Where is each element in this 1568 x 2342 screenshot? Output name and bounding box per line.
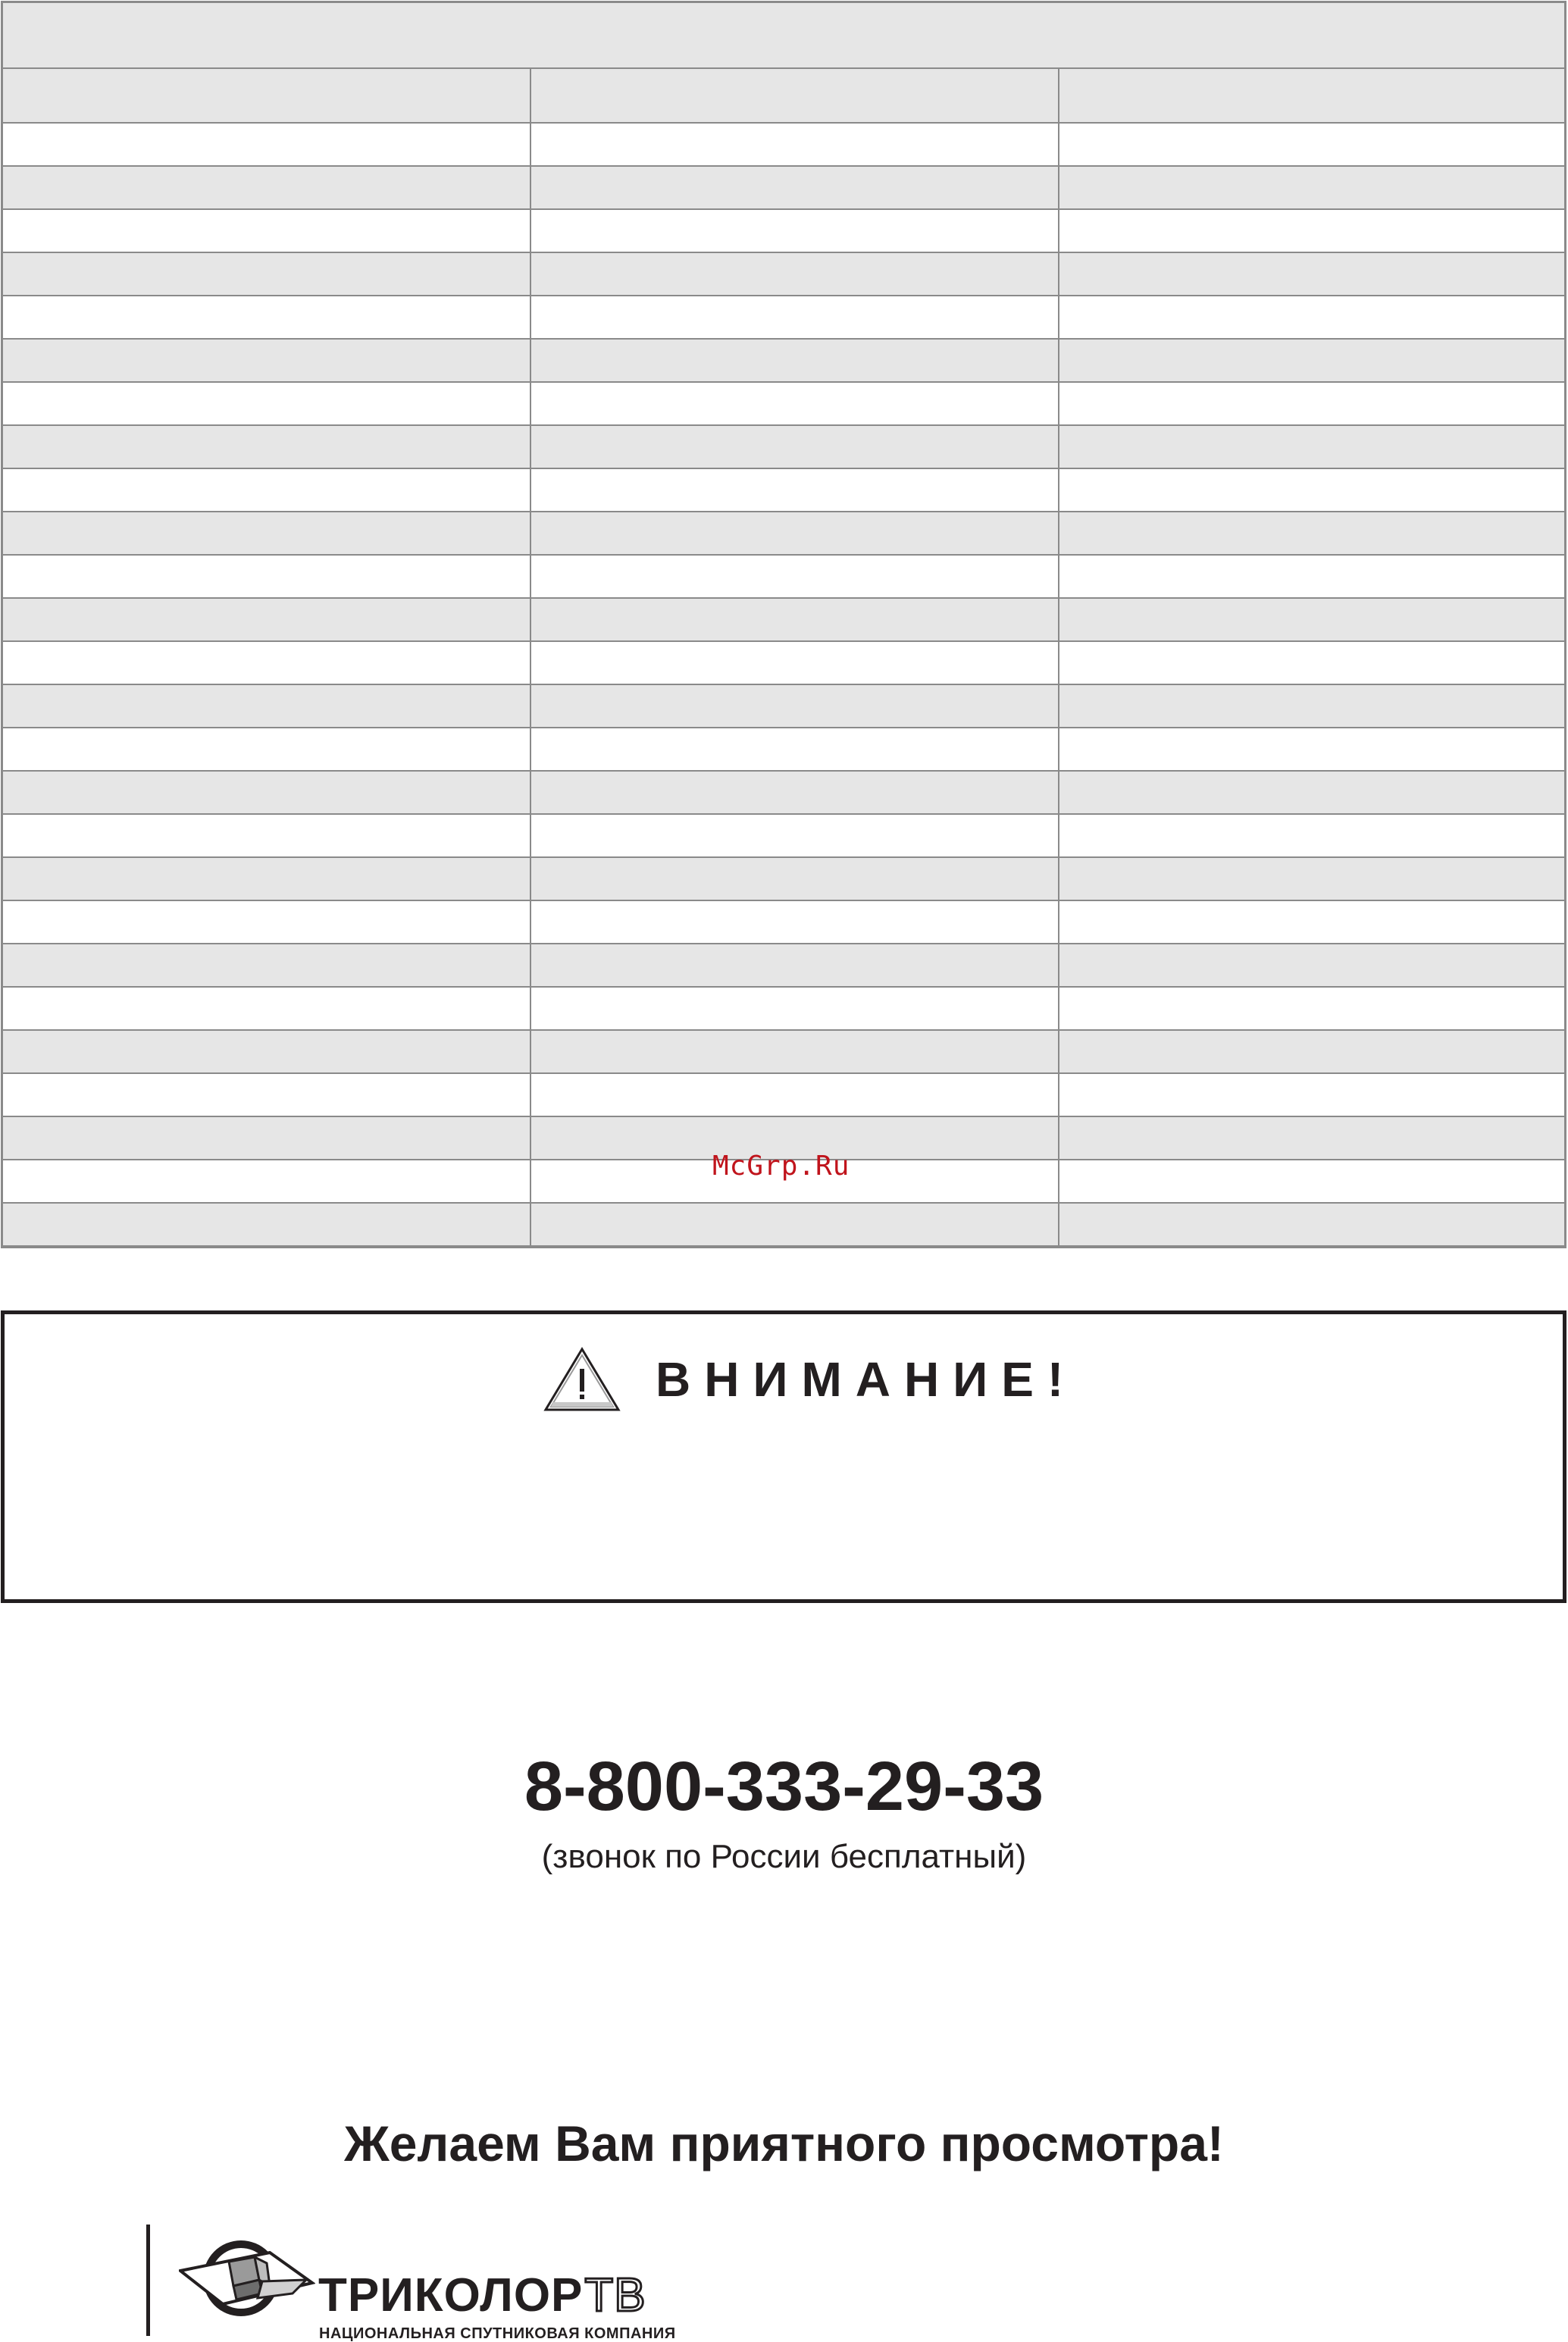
footer-divider: [146, 2225, 150, 2336]
warning-box: [1, 1310, 1566, 1603]
table-cell: [1059, 210, 1566, 252]
table-row: [2, 858, 1566, 901]
table-cell: [2, 944, 531, 986]
table-cell: [2, 599, 531, 640]
table-row: [2, 1031, 1566, 1074]
table-cell: [1059, 1204, 1566, 1245]
table-cell: [1059, 858, 1566, 900]
table-row: [2, 556, 1566, 599]
table-cell: [531, 296, 1059, 338]
table-cell: [531, 426, 1059, 468]
table-cell: [531, 469, 1059, 511]
table-cell: [1059, 253, 1566, 295]
column-header: [1059, 69, 1566, 122]
brand-name-main: ТРИКОЛОР: [318, 2269, 584, 2322]
channel-table: [2, 2, 1566, 1247]
table-cell: [531, 815, 1059, 856]
table-row: [2, 728, 1566, 772]
table-cell: [1059, 685, 1566, 727]
table-row: [2, 167, 1566, 210]
brand-name: [318, 2269, 646, 2322]
brand-tagline: НАЦИОНАЛЬНАЯ СПУТНИКОВАЯ КОМПАНИЯ: [319, 2325, 676, 2342]
table-cell: [2, 124, 531, 165]
column-header: [2, 69, 531, 122]
table-cell: [2, 901, 531, 943]
table-cell: [1059, 167, 1566, 208]
table-cell: [2, 1204, 531, 1245]
table-cell: [1059, 340, 1566, 381]
table-cell: [531, 599, 1059, 640]
table-body: [2, 124, 1566, 1247]
warning-title: ВНИМАНИЕ!: [656, 1352, 1078, 1407]
hotline-phone: 8-800-333-29-33: [524, 1748, 1044, 1825]
table-cell: [2, 210, 531, 252]
table-cell: [1059, 383, 1566, 424]
table-cell: [2, 772, 531, 813]
table-cell: [2, 858, 531, 900]
table-cell: [2, 253, 531, 295]
table-cell: [2, 340, 531, 381]
table-cell: [531, 340, 1059, 381]
table-cell: [531, 512, 1059, 554]
brand-name-suffix: ТВ: [584, 2269, 646, 2322]
table-cell: [531, 1031, 1059, 1072]
table-cell: [2, 512, 531, 554]
farewell-text: Желаем Вам приятного просмотра!: [344, 2115, 1224, 2171]
table-cell: [2, 642, 531, 684]
table-cell: [531, 1204, 1059, 1245]
table-cell: [531, 858, 1059, 900]
table-row: [2, 1204, 1566, 1247]
table-cell: [2, 815, 531, 856]
table-cell: [531, 944, 1059, 986]
hotline-note: (звонок по России бесплатный): [541, 1838, 1027, 1875]
table-cell: [1059, 426, 1566, 468]
table-row: [2, 599, 1566, 642]
table-cell: [2, 469, 531, 511]
table-row: [2, 340, 1566, 383]
table-row: [2, 901, 1566, 944]
table-cell: [2, 296, 531, 338]
table-cell: [2, 1031, 531, 1072]
watermark-text: McGrp.Ru: [712, 1151, 850, 1182]
table-cell: [2, 685, 531, 727]
table-cell: [1059, 642, 1566, 684]
table-cell: [1059, 124, 1566, 165]
warning-header: [543, 1346, 1077, 1413]
table-row: [2, 253, 1566, 296]
table-cell: [1059, 772, 1566, 813]
table-cell: [1059, 1160, 1566, 1202]
table-cell: [531, 556, 1059, 597]
table-cell: [2, 1117, 531, 1159]
table-cell: [2, 167, 531, 208]
table-cell: [2, 988, 531, 1029]
table-title-row: [2, 2, 1566, 69]
table-row: [2, 383, 1566, 426]
table-cell: [1059, 469, 1566, 511]
table-cell: [1059, 944, 1566, 986]
table-row: [2, 815, 1566, 858]
table-cell: [2, 383, 531, 424]
table-cell: [1059, 988, 1566, 1029]
table-cell: [531, 642, 1059, 684]
table-row: [2, 988, 1566, 1031]
table-cell: [531, 685, 1059, 727]
table-cell: [1059, 512, 1566, 554]
table-cell: [1059, 296, 1566, 338]
table-row: [2, 296, 1566, 340]
table-cell: [1059, 1117, 1566, 1159]
table-cell: [531, 728, 1059, 770]
table-cell: [531, 772, 1059, 813]
table-row: [2, 1074, 1566, 1117]
table-cell: [531, 167, 1059, 208]
table-row: [2, 772, 1566, 815]
table-header-row: [2, 69, 1566, 124]
table-cell: [531, 253, 1059, 295]
table-cell: [2, 728, 531, 770]
table-row: [2, 210, 1566, 253]
table-row: [2, 124, 1566, 167]
table-cell: [1059, 1074, 1566, 1116]
tricolor-satellite-logo-icon: [179, 2236, 315, 2321]
table-cell: [531, 210, 1059, 252]
column-header: [531, 69, 1059, 122]
table-cell: [2, 1074, 531, 1116]
table-cell: [2, 1160, 531, 1202]
table-row: [2, 426, 1566, 469]
table-cell: [1059, 556, 1566, 597]
table-row: [2, 512, 1566, 556]
table-cell: [531, 124, 1059, 165]
table-row: [2, 685, 1566, 728]
table-row: [2, 944, 1566, 988]
table-row: [2, 642, 1566, 685]
table-cell: [2, 556, 531, 597]
warning-triangle-icon: [543, 1346, 621, 1413]
table-cell: [531, 988, 1059, 1029]
table-cell: [1059, 815, 1566, 856]
table-cell: [1059, 728, 1566, 770]
table-cell: [531, 901, 1059, 943]
table-cell: [2, 426, 531, 468]
table-cell: [1059, 599, 1566, 640]
table-cell: [531, 1074, 1059, 1116]
table-cell: [1059, 901, 1566, 943]
table-cell: [1059, 1031, 1566, 1072]
table-cell: [531, 383, 1059, 424]
table-row: [2, 469, 1566, 512]
